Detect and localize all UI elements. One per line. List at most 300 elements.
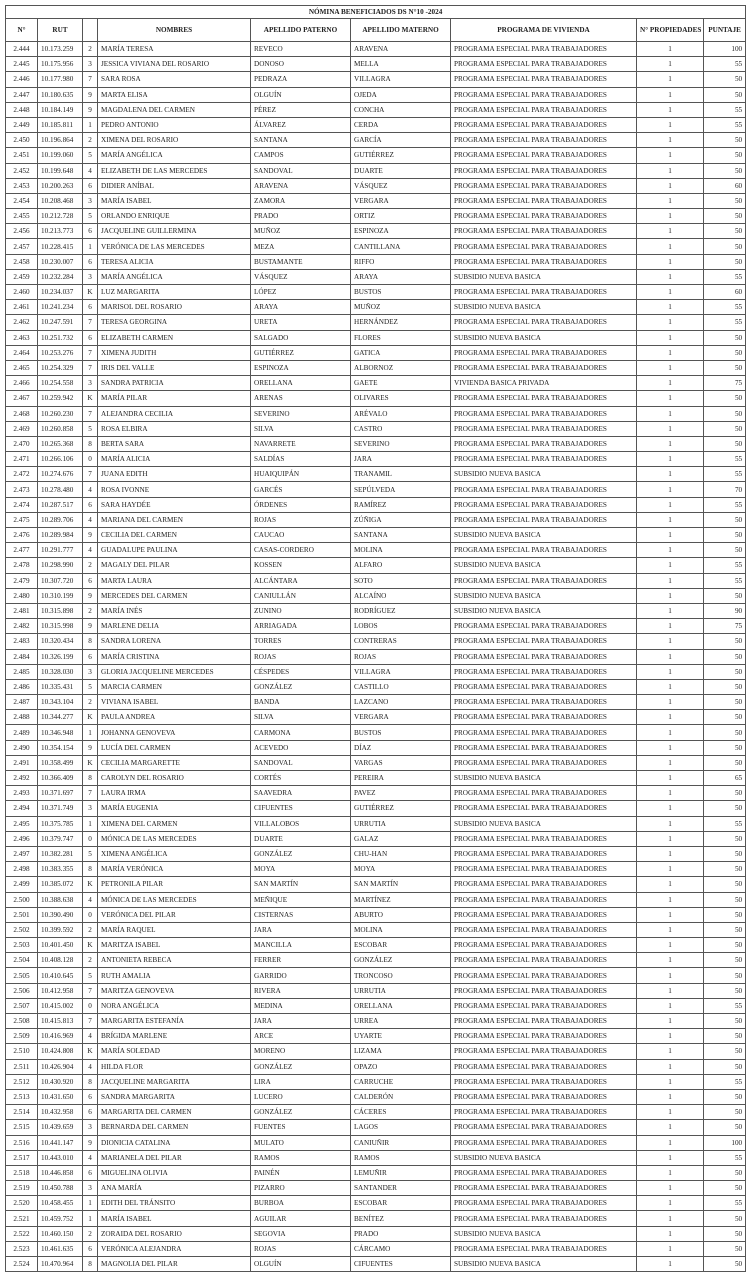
cell-nombres: MARÍA VERÓNICA	[98, 862, 251, 877]
cell-apellido-paterno: GONZÁLEZ	[251, 1059, 351, 1074]
cell-dv: 2	[83, 695, 98, 710]
cell-propiedades: 1	[637, 254, 704, 269]
cell-number: 2.455	[6, 209, 38, 224]
table-row	[6, 740, 746, 755]
cell-apellido-paterno: MORENO	[251, 1044, 351, 1059]
cell-puntaje: 50	[704, 725, 746, 740]
cell-programa: SUBSIDIO NUEVA BASICA	[451, 1257, 637, 1272]
cell-apellido-materno: PEREIRA	[351, 771, 451, 786]
cell-dv: 3	[83, 269, 98, 284]
cell-apellido-paterno: FERRER	[251, 953, 351, 968]
cell-nombres: SARA HAYDÉE	[98, 497, 251, 512]
cell-puntaje: 50	[704, 801, 746, 816]
table-row	[6, 953, 746, 968]
cell-number: 2.522	[6, 1226, 38, 1241]
cell-rut: 10.385.072	[38, 877, 83, 892]
cell-apellido-paterno: GONZÁLEZ	[251, 1105, 351, 1120]
cell-dv: 6	[83, 178, 98, 193]
cell-nombres: MARITZA ISABEL	[98, 938, 251, 953]
table-row	[6, 573, 746, 588]
cell-puntaje: 55	[704, 117, 746, 132]
cell-rut: 10.470.964	[38, 1257, 83, 1272]
cell-apellido-paterno: CARMONA	[251, 725, 351, 740]
cell-rut: 10.254.329	[38, 360, 83, 375]
cell-puntaje: 55	[704, 1074, 746, 1089]
cell-apellido-materno: TRONCOSO	[351, 968, 451, 983]
cell-rut: 10.461.635	[38, 1241, 83, 1256]
cell-rut: 10.416.969	[38, 1029, 83, 1044]
table-row	[6, 983, 746, 998]
cell-programa: PROGRAMA ESPECIAL PARA TRABAJADORES	[451, 148, 637, 163]
cell-propiedades: 1	[637, 1257, 704, 1272]
cell-dv: 9	[83, 740, 98, 755]
cell-apellido-paterno: HUAIQUIPÁN	[251, 467, 351, 482]
cell-dv: 5	[83, 846, 98, 861]
table-row	[6, 391, 746, 406]
cell-programa: PROGRAMA ESPECIAL PARA TRABAJADORES	[451, 117, 637, 132]
cell-number: 2.508	[6, 1014, 38, 1029]
cell-programa: PROGRAMA ESPECIAL PARA TRABAJADORES	[451, 1241, 637, 1256]
cell-apellido-paterno: ARCE	[251, 1029, 351, 1044]
cell-apellido-paterno: CANIULLÁN	[251, 588, 351, 603]
cell-rut: 10.344.277	[38, 710, 83, 725]
cell-dv: 9	[83, 1135, 98, 1150]
cell-programa: PROGRAMA ESPECIAL PARA TRABAJADORES	[451, 345, 637, 360]
cell-apellido-paterno: OLGUÍN	[251, 1257, 351, 1272]
cell-dv: 6	[83, 300, 98, 315]
cell-puntaje: 50	[704, 877, 746, 892]
cell-dv: 6	[83, 330, 98, 345]
cell-apellido-materno: ZÚÑIGA	[351, 512, 451, 527]
cell-number: 2.502	[6, 922, 38, 937]
cell-propiedades: 1	[637, 573, 704, 588]
cell-apellido-materno: OPAZO	[351, 1059, 451, 1074]
table-row	[6, 148, 746, 163]
cell-rut: 10.383.355	[38, 862, 83, 877]
cell-rut: 10.408.128	[38, 953, 83, 968]
cell-puntaje: 50	[704, 72, 746, 87]
cell-propiedades: 1	[637, 755, 704, 770]
cell-rut: 10.247.591	[38, 315, 83, 330]
cell-puntaje: 50	[704, 193, 746, 208]
table-row	[6, 679, 746, 694]
table-row	[6, 209, 746, 224]
cell-apellido-materno: ROJAS	[351, 649, 451, 664]
cell-apellido-materno: SANTANDER	[351, 1181, 451, 1196]
cell-number: 2.517	[6, 1150, 38, 1165]
table-row	[6, 1226, 746, 1241]
cell-programa: PROGRAMA ESPECIAL PARA TRABAJADORES	[451, 87, 637, 102]
table-row	[6, 922, 746, 937]
cell-dv: 8	[83, 1074, 98, 1089]
cell-apellido-paterno: ORELLANA	[251, 376, 351, 391]
cell-propiedades: 1	[637, 603, 704, 618]
cell-rut: 10.412.958	[38, 983, 83, 998]
table-row	[6, 1211, 746, 1226]
cell-apellido-paterno: SEVERINO	[251, 406, 351, 421]
cell-puntaje: 50	[704, 953, 746, 968]
cell-propiedades: 1	[637, 695, 704, 710]
cell-programa: SUBSIDIO NUEVA BASICA	[451, 528, 637, 543]
cell-nombres: MARISOL DEL ROSARIO	[98, 300, 251, 315]
cell-puntaje: 55	[704, 315, 746, 330]
cell-nombres: VERÓNICA DE LAS MERCEDES	[98, 239, 251, 254]
cell-apellido-materno: GAETE	[351, 376, 451, 391]
cell-apellido-paterno: TORRES	[251, 634, 351, 649]
cell-apellido-materno: LAGOS	[351, 1120, 451, 1135]
cell-propiedades: 1	[637, 1165, 704, 1180]
cell-nombres: ELIZABETH DE LAS MERCEDES	[98, 163, 251, 178]
cell-puntaje: 50	[704, 391, 746, 406]
table-row	[6, 1089, 746, 1104]
table-row	[6, 619, 746, 634]
cell-puntaje: 50	[704, 679, 746, 694]
table-row	[6, 1181, 746, 1196]
cell-propiedades: 1	[637, 497, 704, 512]
cell-dv: 6	[83, 224, 98, 239]
cell-nombres: GLORIA JACQUELINE MERCEDES	[98, 664, 251, 679]
cell-apellido-materno: SEVERINO	[351, 436, 451, 451]
cell-programa: PROGRAMA ESPECIAL PARA TRABAJADORES	[451, 239, 637, 254]
cell-rut: 10.265.368	[38, 436, 83, 451]
cell-number: 2.500	[6, 892, 38, 907]
cell-dv: 4	[83, 1150, 98, 1165]
cell-nombres: ANA MARÍA	[98, 1181, 251, 1196]
cell-rut: 10.199.648	[38, 163, 83, 178]
cell-propiedades: 1	[637, 1074, 704, 1089]
cell-programa: PROGRAMA ESPECIAL PARA TRABAJADORES	[451, 209, 637, 224]
cell-rut: 10.399.592	[38, 922, 83, 937]
cell-apellido-materno: JARA	[351, 452, 451, 467]
cell-apellido-materno: VÁSQUEZ	[351, 178, 451, 193]
table-row	[6, 482, 746, 497]
cell-rut: 10.289.706	[38, 512, 83, 527]
cell-rut: 10.315.998	[38, 619, 83, 634]
cell-puntaje: 50	[704, 163, 746, 178]
cell-apellido-materno: OJEDA	[351, 87, 451, 102]
cell-apellido-materno: VERGARA	[351, 710, 451, 725]
cell-programa: PROGRAMA ESPECIAL PARA TRABAJADORES	[451, 953, 637, 968]
cell-nombres: MARÍA CRISTINA	[98, 649, 251, 664]
cell-rut: 10.310.199	[38, 588, 83, 603]
table-row	[6, 816, 746, 831]
cell-apellido-materno: GALAZ	[351, 831, 451, 846]
cell-programa: PROGRAMA ESPECIAL PARA TRABAJADORES	[451, 1014, 637, 1029]
cell-programa: SUBSIDIO NUEVA BASICA	[451, 1150, 637, 1165]
cell-programa: PROGRAMA ESPECIAL PARA TRABAJADORES	[451, 102, 637, 117]
cell-rut: 10.184.149	[38, 102, 83, 117]
table-row	[6, 664, 746, 679]
table-row	[6, 725, 746, 740]
cell-number: 2.519	[6, 1181, 38, 1196]
header-rut: RUT	[38, 19, 83, 42]
cell-nombres: MAGNOLIA DEL PILAR	[98, 1257, 251, 1272]
table-row	[6, 801, 746, 816]
cell-apellido-paterno: ZAMORA	[251, 193, 351, 208]
cell-nombres: MAGDALENA DEL CARMEN	[98, 102, 251, 117]
cell-number: 2.451	[6, 148, 38, 163]
cell-programa: PROGRAMA ESPECIAL PARA TRABAJADORES	[451, 1211, 637, 1226]
cell-number: 2.499	[6, 877, 38, 892]
cell-apellido-paterno: KOSSEN	[251, 558, 351, 573]
cell-apellido-materno: MUÑOZ	[351, 300, 451, 315]
table-row	[6, 512, 746, 527]
cell-number: 2.506	[6, 983, 38, 998]
cell-rut: 10.208.468	[38, 193, 83, 208]
cell-programa: PROGRAMA ESPECIAL PARA TRABAJADORES	[451, 846, 637, 861]
cell-puntaje: 50	[704, 543, 746, 558]
cell-programa: PROGRAMA ESPECIAL PARA TRABAJADORES	[451, 1120, 637, 1135]
table-row	[6, 998, 746, 1013]
cell-nombres: MERCEDES DEL CARMEN	[98, 588, 251, 603]
cell-rut: 10.173.259	[38, 42, 83, 57]
cell-puntaje: 50	[704, 664, 746, 679]
cell-propiedades: 1	[637, 877, 704, 892]
cell-apellido-paterno: SEGOVIA	[251, 1226, 351, 1241]
cell-programa: PROGRAMA ESPECIAL PARA TRABAJADORES	[451, 1029, 637, 1044]
cell-dv: 2	[83, 558, 98, 573]
cell-rut: 10.185.811	[38, 117, 83, 132]
cell-nombres: CECILIA MARGARETTE	[98, 755, 251, 770]
cell-number: 2.480	[6, 588, 38, 603]
cell-apellido-paterno: ARENAS	[251, 391, 351, 406]
cell-apellido-materno: GUTIÉRREZ	[351, 801, 451, 816]
cell-apellido-paterno: CIFUENTES	[251, 801, 351, 816]
cell-apellido-materno: MOYA	[351, 862, 451, 877]
cell-nombres: JOHANNA GENOVEVA	[98, 725, 251, 740]
cell-rut: 10.430.920	[38, 1074, 83, 1089]
cell-apellido-paterno: SANDOVAL	[251, 163, 351, 178]
cell-rut: 10.441.147	[38, 1135, 83, 1150]
table-row	[6, 528, 746, 543]
cell-number: 2.479	[6, 573, 38, 588]
cell-propiedades: 1	[637, 907, 704, 922]
cell-apellido-materno: RAMOS	[351, 1150, 451, 1165]
table-row	[6, 345, 746, 360]
cell-dv: 2	[83, 42, 98, 57]
table-row	[6, 1120, 746, 1135]
cell-nombres: MARTA ELISA	[98, 87, 251, 102]
cell-number: 2.456	[6, 224, 38, 239]
cell-rut: 10.346.948	[38, 725, 83, 740]
cell-rut: 10.459.752	[38, 1211, 83, 1226]
table-row	[6, 938, 746, 953]
cell-puntaje: 50	[704, 1211, 746, 1226]
header-apellido-paterno: APELLIDO PATERNO	[251, 19, 351, 42]
cell-programa: PROGRAMA ESPECIAL PARA TRABAJADORES	[451, 1196, 637, 1211]
cell-puntaje: 55	[704, 1196, 746, 1211]
cell-dv: 4	[83, 1059, 98, 1074]
cell-nombres: CAROLYN DEL ROSARIO	[98, 771, 251, 786]
cell-nombres: MARCIA CARMEN	[98, 679, 251, 694]
cell-puntaje: 55	[704, 102, 746, 117]
cell-programa: SUBSIDIO NUEVA BASICA	[451, 467, 637, 482]
cell-number: 2.474	[6, 497, 38, 512]
header-apellido-materno: APELLIDO MATERNO	[351, 19, 451, 42]
cell-puntaje: 55	[704, 269, 746, 284]
cell-apellido-paterno: ALCÁNTARA	[251, 573, 351, 588]
cell-nombres: DIONICIA CATALINA	[98, 1135, 251, 1150]
cell-apellido-materno: UYARTE	[351, 1029, 451, 1044]
cell-dv: 4	[83, 163, 98, 178]
cell-programa: PROGRAMA ESPECIAL PARA TRABAJADORES	[451, 1044, 637, 1059]
cell-rut: 10.343.104	[38, 695, 83, 710]
cell-dv: 1	[83, 117, 98, 132]
cell-puntaje: 50	[704, 862, 746, 877]
table-row	[6, 1135, 746, 1150]
table-row	[6, 436, 746, 451]
table-row	[6, 603, 746, 618]
cell-nombres: ZORAIDA DEL ROSARIO	[98, 1226, 251, 1241]
cell-apellido-paterno: FUENTES	[251, 1120, 351, 1135]
cell-rut: 10.199.060	[38, 148, 83, 163]
cell-programa: PROGRAMA ESPECIAL PARA TRABAJADORES	[451, 1135, 637, 1150]
cell-programa: PROGRAMA ESPECIAL PARA TRABAJADORES	[451, 285, 637, 300]
cell-rut: 10.354.154	[38, 740, 83, 755]
table-row	[6, 1014, 746, 1029]
cell-propiedades: 1	[637, 649, 704, 664]
cell-rut: 10.415.813	[38, 1014, 83, 1029]
cell-rut: 10.254.558	[38, 376, 83, 391]
cell-programa: PROGRAMA ESPECIAL PARA TRABAJADORES	[451, 42, 637, 57]
cell-number: 2.487	[6, 695, 38, 710]
table-row	[6, 695, 746, 710]
cell-nombres: MARÍA ISABEL	[98, 193, 251, 208]
cell-number: 2.454	[6, 193, 38, 208]
cell-nombres: MARIANA DEL CARMEN	[98, 512, 251, 527]
cell-apellido-paterno: PIZARRO	[251, 1181, 351, 1196]
cell-apellido-materno: ARAVENA	[351, 42, 451, 57]
cell-puntaje: 60	[704, 285, 746, 300]
table-row	[6, 907, 746, 922]
table-row	[6, 877, 746, 892]
cell-nombres: HILDA FLOR	[98, 1059, 251, 1074]
cell-nombres: MAGALY DEL PILAR	[98, 558, 251, 573]
cell-number: 2.467	[6, 391, 38, 406]
cell-apellido-paterno: AGUILAR	[251, 1211, 351, 1226]
cell-dv: 1	[83, 725, 98, 740]
cell-programa: PROGRAMA ESPECIAL PARA TRABAJADORES	[451, 72, 637, 87]
cell-number: 2.507	[6, 998, 38, 1013]
cell-dv: 8	[83, 1257, 98, 1272]
cell-propiedades: 1	[637, 239, 704, 254]
cell-nombres: JACQUELINE MARGARITA	[98, 1074, 251, 1089]
cell-apellido-paterno: GARCÉS	[251, 482, 351, 497]
cell-programa: PROGRAMA ESPECIAL PARA TRABAJADORES	[451, 224, 637, 239]
cell-programa: SUBSIDIO NUEVA BASICA	[451, 558, 637, 573]
cell-nombres: MARÍA ISABEL	[98, 1211, 251, 1226]
cell-rut: 10.289.984	[38, 528, 83, 543]
cell-propiedades: 1	[637, 998, 704, 1013]
table-row	[6, 42, 746, 57]
cell-number: 2.466	[6, 376, 38, 391]
cell-puntaje: 50	[704, 421, 746, 436]
cell-rut: 10.232.284	[38, 269, 83, 284]
cell-propiedades: 1	[637, 330, 704, 345]
cell-propiedades: 1	[637, 1089, 704, 1104]
cell-puntaje: 50	[704, 907, 746, 922]
cell-dv: 3	[83, 193, 98, 208]
table-row	[6, 300, 746, 315]
table-row	[6, 649, 746, 664]
cell-puntaje: 50	[704, 786, 746, 801]
cell-nombres: VIVIANA ISABEL	[98, 695, 251, 710]
cell-nombres: XIMENA DEL CARMEN	[98, 816, 251, 831]
cell-dv: 6	[83, 497, 98, 512]
table-row	[6, 269, 746, 284]
cell-dv: 9	[83, 102, 98, 117]
cell-propiedades: 1	[637, 619, 704, 634]
cell-dv: 9	[83, 619, 98, 634]
cell-programa: PROGRAMA ESPECIAL PARA TRABAJADORES	[451, 1105, 637, 1120]
cell-rut: 10.371.749	[38, 801, 83, 816]
cell-puntaje: 50	[704, 528, 746, 543]
cell-puntaje: 50	[704, 87, 746, 102]
cell-dv: 2	[83, 1226, 98, 1241]
table-row	[6, 1074, 746, 1089]
cell-dv: 5	[83, 148, 98, 163]
cell-number: 2.513	[6, 1089, 38, 1104]
cell-nombres: MARÍA ANGÉLICA	[98, 269, 251, 284]
cell-dv: 3	[83, 801, 98, 816]
cell-number: 2.523	[6, 1241, 38, 1256]
table-row	[6, 102, 746, 117]
cell-apellido-materno: VERGARA	[351, 193, 451, 208]
cell-apellido-materno: ARÉVALO	[351, 406, 451, 421]
table-row	[6, 406, 746, 421]
cell-apellido-materno: ESCOBAR	[351, 1196, 451, 1211]
cell-programa: PROGRAMA ESPECIAL PARA TRABAJADORES	[451, 315, 637, 330]
cell-programa: PROGRAMA ESPECIAL PARA TRABAJADORES	[451, 178, 637, 193]
cell-dv: 6	[83, 1089, 98, 1104]
cell-apellido-paterno: ÓRDENES	[251, 497, 351, 512]
cell-number: 2.488	[6, 710, 38, 725]
cell-nombres: RUTH AMALIA	[98, 968, 251, 983]
cell-rut: 10.432.958	[38, 1105, 83, 1120]
cell-nombres: JESSICA VIVIANA DEL ROSARIO	[98, 57, 251, 72]
cell-puntaje: 50	[704, 224, 746, 239]
cell-nombres: XIMENA JUDITH	[98, 345, 251, 360]
cell-dv: 1	[83, 239, 98, 254]
cell-nombres: ANTONIETA REBECA	[98, 953, 251, 968]
cell-number: 2.452	[6, 163, 38, 178]
table-row	[6, 360, 746, 375]
cell-number: 2.510	[6, 1044, 38, 1059]
cell-dv: 9	[83, 87, 98, 102]
cell-propiedades: 1	[637, 117, 704, 132]
cell-number: 2.473	[6, 482, 38, 497]
cell-dv: 7	[83, 983, 98, 998]
cell-programa: SUBSIDIO NUEVA BASICA	[451, 771, 637, 786]
cell-apellido-paterno: VÁSQUEZ	[251, 269, 351, 284]
cell-puntaje: 50	[704, 148, 746, 163]
cell-apellido-paterno: CORTÉS	[251, 771, 351, 786]
cell-dv: 8	[83, 771, 98, 786]
cell-apellido-paterno: SALDÍAS	[251, 452, 351, 467]
cell-apellido-paterno: ZUNINO	[251, 603, 351, 618]
cell-apellido-paterno: GUTIÉRREZ	[251, 345, 351, 360]
table-row	[6, 1257, 746, 1272]
cell-puntaje: 50	[704, 1165, 746, 1180]
cell-nombres: BERTA SARA	[98, 436, 251, 451]
cell-propiedades: 1	[637, 1029, 704, 1044]
cell-dv: K	[83, 710, 98, 725]
cell-propiedades: 1	[637, 1044, 704, 1059]
cell-apellido-materno: ESPINOZA	[351, 224, 451, 239]
cell-rut: 10.450.788	[38, 1181, 83, 1196]
cell-programa: PROGRAMA ESPECIAL PARA TRABAJADORES	[451, 133, 637, 148]
cell-dv: 9	[83, 528, 98, 543]
